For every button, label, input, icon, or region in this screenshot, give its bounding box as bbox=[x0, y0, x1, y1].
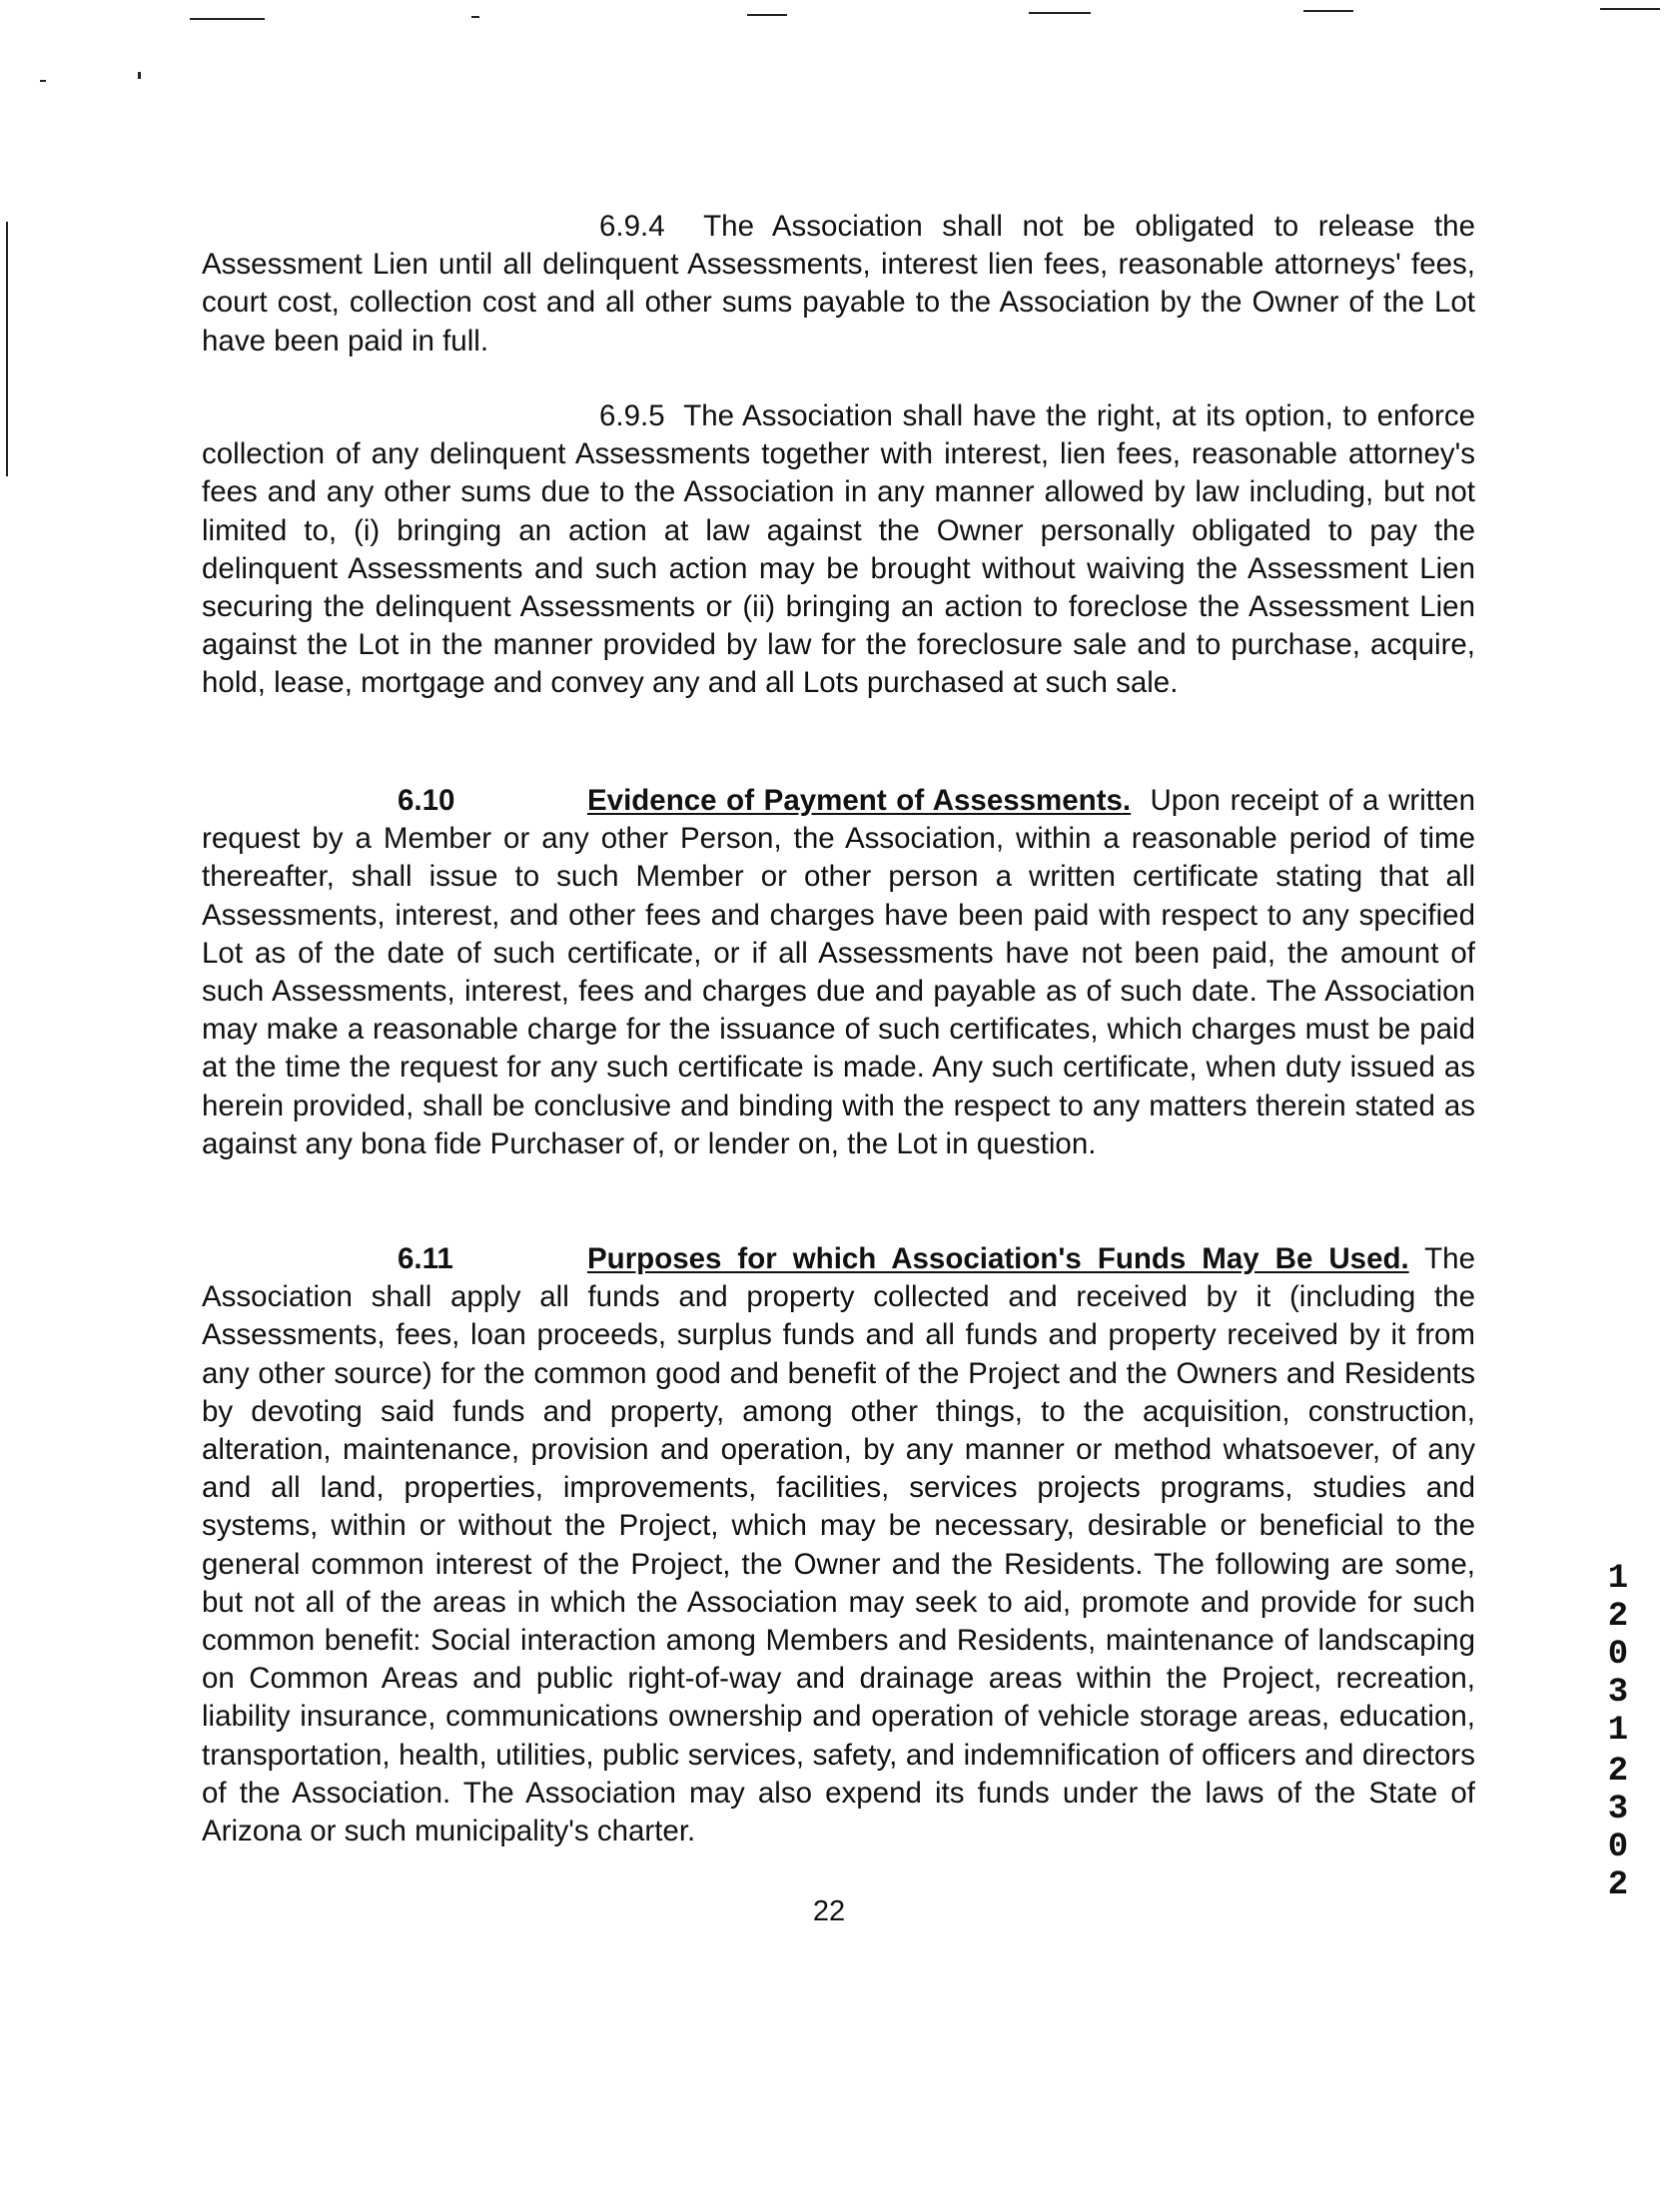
scan-artifact bbox=[138, 72, 141, 79]
section-number: 6.10 bbox=[398, 784, 455, 817]
scan-artifact bbox=[471, 16, 479, 18]
scan-artifact bbox=[747, 14, 787, 16]
section-6-11 bbox=[202, 1240, 1475, 1850]
stamp-digit: 0 bbox=[1607, 1829, 1629, 1866]
section-number: 6.11 bbox=[398, 1242, 453, 1275]
paragraph-text: The Association shall have the right, at its option, to enforce collection of any delinquent Assessments together with interest, lien fees, reasonable attorney's fees and any other sums due to the Association in any manner allowed by law including, but not limited to, (i) bringing an action at law against the Owner personally obligated to pay the delinquent Assessments and such action may be brought without waiving the Assessment Lien securing the delinquent Assessments or (ii) bringing an action to foreclose the Assessment Lien against the Lot in the manner provided by law for the foreclosure sale and to purchase, acquire, hold, lease, mortgage and convey any and all Lots purchased at such sale. bbox=[202, 399, 1475, 700]
margin-bar bbox=[6, 222, 8, 476]
stamp-digit: 3 bbox=[1607, 1674, 1629, 1712]
subsection-number: 6.9.5 bbox=[599, 399, 665, 432]
paragraph-6-9-4 bbox=[202, 208, 1475, 361]
section-title: Evidence of Payment of Assessments. bbox=[587, 784, 1132, 817]
paragraph-text: Upon receipt of a written request by a Member or any other Person, the Association, within a reasonable period of time thereafter, shall issue to such Member or other person a written certificate stating that all Assessments, interest, and other fees and charges have been paid with respect to any specified Lot as of the date of such certificate, or if all Assessments have not been paid, the amount of such Assessments, interest, fees and charges due and payable as of such date. The Association may make a reasonable charge for the issuance of such certificates, which charges must be paid at the time the request for any such certificate is made. Any such certificate, when duty issued as herein provided, shall be conclusive and binding with the respect to any matters therein stated as against any bona fide Purchaser of, or lender on, the Lot in question. bbox=[202, 784, 1475, 1160]
section-title: Purposes for which Association's Funds May Be Used. bbox=[587, 1242, 1409, 1275]
stamp-digit: 0 bbox=[1607, 1636, 1629, 1674]
stamp-digit: 2 bbox=[1607, 1753, 1629, 1791]
paragraph-6-9-5 bbox=[202, 397, 1475, 703]
subsection-number: 6.9.4 bbox=[599, 210, 665, 243]
scan-artifact bbox=[1303, 10, 1353, 12]
stamp-digit: 1 bbox=[1607, 1712, 1629, 1750]
page-number: 22 bbox=[812, 1895, 846, 1927]
recording-stamp-bottom bbox=[1598, 1753, 1638, 1904]
stamp-digit: 3 bbox=[1607, 1791, 1629, 1829]
paragraph-text: The Association shall apply all funds and property collected and received by it (including the Assessments, fees, loan proceeds, surplus funds and all funds and property received by it from any other source) for the common good and benefit of the Project and the Owners and Residents by devoting said funds and property, among other things, to the acquisition, construction, alteration, maintenance, provision and operation, by any manner or method whatsoever, of any and all land, properties, improvements, facilities, services projects programs, studies and systems, within or without the Project, which may be necessary, desirable or beneficial to the general common interest of the Project, the Owner and the Residents. The following are some, but not all of the areas in which the Association may seek to aid, promote and provide for such common benefit: Social interaction among Members and Residents, maintenance of landscaping on Common Areas and public right-of-way and drainage areas within the Project, recreation, liability insurance, communications ownership and operation of vehicle storage areas, education, transportation, health, utilities, public services, safety, and indemnification of officers and directors of the Association. The Association may also expend its funds under the laws of the State of Arizona or such municipality's charter. bbox=[202, 1242, 1475, 1848]
stamp-digit: 2 bbox=[1607, 1598, 1629, 1636]
recording-stamp-top bbox=[1598, 1560, 1638, 1750]
scan-artifact bbox=[1029, 12, 1091, 14]
stamp-digit: 2 bbox=[1607, 1866, 1629, 1904]
scan-artifact bbox=[40, 80, 46, 82]
scan-artifact bbox=[190, 18, 265, 20]
stamp-digit: 1 bbox=[1607, 1560, 1629, 1598]
section-6-10 bbox=[202, 782, 1475, 1163]
scan-artifact bbox=[1600, 8, 1660, 10]
paragraph-text: The Association shall not be obligated to release the Assessment Lien until all delinquent Assessments, interest lien fees, reasonable attorneys' fees, court cost, collection cost and all other sums payable to the Association by the Owner of the Lot have been paid in full. bbox=[202, 210, 1475, 358]
